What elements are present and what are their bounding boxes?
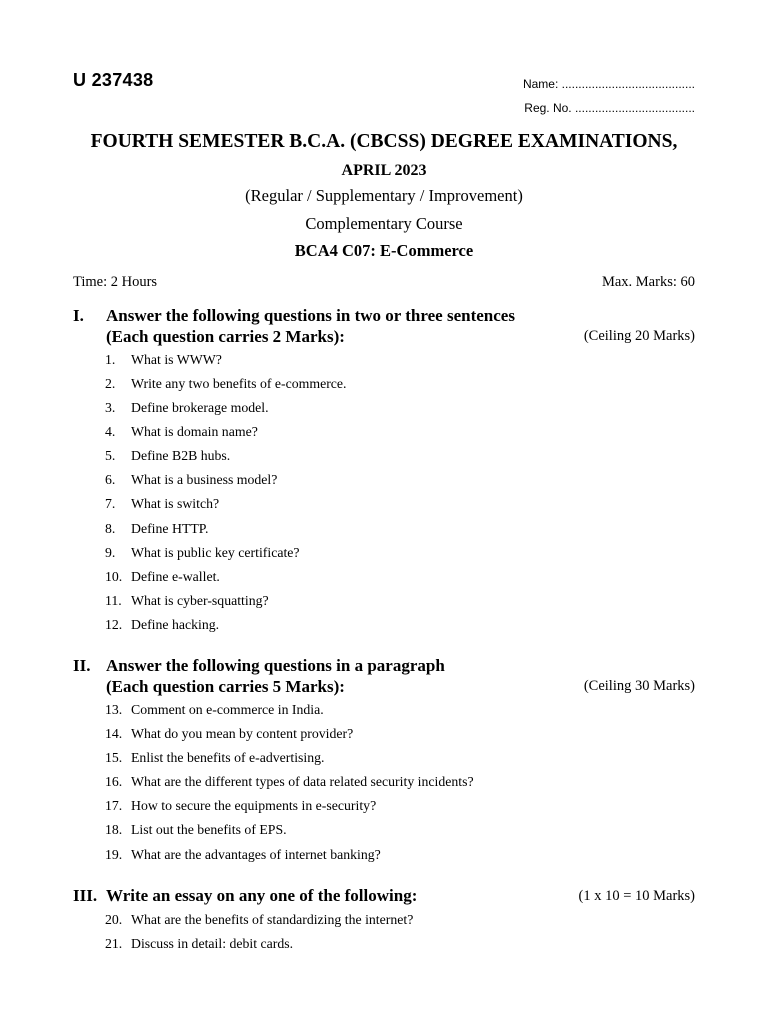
section-marks-note: (Each question carries 2 Marks): bbox=[106, 327, 345, 346]
section-number: III. bbox=[73, 886, 98, 905]
question-number: 1. bbox=[105, 352, 116, 367]
exam-type: (Regular / Supplementary / Improvement) bbox=[245, 186, 523, 205]
question-text: Define brokerage model. bbox=[131, 400, 269, 415]
question-text: What is public key certificate? bbox=[131, 545, 300, 560]
name-field-label: Name: ........................................ bbox=[522, 77, 695, 91]
exam-title: FOURTH SEMESTER B.C.A. (CBCSS) DEGREE EXAMINATIONS, bbox=[90, 131, 678, 152]
question-item bbox=[105, 617, 219, 633]
section-instruction: Answer the following questions in two or three sentences bbox=[106, 306, 515, 325]
question-number: 6. bbox=[105, 472, 116, 487]
question-text: What is switch? bbox=[131, 496, 220, 511]
question-text: What is cyber-squatting? bbox=[131, 593, 269, 608]
question-item bbox=[105, 472, 277, 488]
question-number: 21. bbox=[105, 936, 123, 951]
question-item bbox=[105, 726, 353, 742]
question-item bbox=[105, 822, 287, 838]
question-number: 10. bbox=[105, 569, 123, 584]
question-text: Define e-wallet. bbox=[131, 569, 220, 584]
question-number: 20. bbox=[105, 912, 123, 927]
question-text: What is a business model? bbox=[131, 472, 278, 487]
question-item bbox=[105, 400, 269, 416]
question-item bbox=[105, 448, 230, 464]
question-number: 15. bbox=[105, 750, 123, 765]
course-type: Complementary Course bbox=[305, 214, 463, 233]
question-number: 8. bbox=[105, 521, 116, 536]
question-number: 17. bbox=[105, 798, 123, 813]
question-number: 5. bbox=[105, 448, 116, 463]
question-item bbox=[105, 569, 220, 585]
question-item bbox=[105, 352, 222, 368]
question-item bbox=[105, 798, 376, 814]
question-item bbox=[105, 424, 258, 440]
question-text: What is WWW? bbox=[131, 352, 222, 367]
question-number: 7. bbox=[105, 496, 116, 511]
question-item bbox=[105, 847, 381, 863]
time-allowed: Time: 2 Hours bbox=[73, 274, 158, 290]
question-item bbox=[105, 521, 208, 537]
question-number: 11. bbox=[105, 593, 122, 608]
question-text: Discuss in detail: debit cards. bbox=[131, 936, 294, 951]
question-number: 2. bbox=[105, 376, 116, 391]
question-number: 16. bbox=[105, 774, 123, 789]
section-instruction: Answer the following questions in a paragraph bbox=[106, 656, 445, 675]
max-marks: Max. Marks: 60 bbox=[601, 274, 695, 290]
exam-date: APRIL 2023 bbox=[341, 162, 427, 179]
question-number: 19. bbox=[105, 847, 123, 862]
question-text: What is domain name? bbox=[131, 424, 258, 439]
question-text: What are the different types of data related security incidents? bbox=[131, 774, 474, 789]
question-text: Define HTTP. bbox=[131, 521, 209, 536]
question-text: Enlist the benefits of e-advertising. bbox=[131, 750, 325, 765]
question-number: 3. bbox=[105, 400, 116, 415]
paper-name: BCA4 C07: E-Commerce bbox=[294, 241, 474, 260]
question-text: Define B2B hubs. bbox=[131, 448, 231, 463]
question-item bbox=[105, 376, 347, 392]
section-marks: (1 x 10 = 10 Marks) bbox=[578, 888, 695, 904]
section-ceiling-marks: (Ceiling 20 Marks) bbox=[583, 328, 695, 344]
question-item bbox=[105, 750, 325, 766]
question-text: Write any two benefits of e-commerce. bbox=[131, 376, 347, 391]
question-item bbox=[105, 545, 300, 561]
section-marks-note: (Each question carries 5 Marks): bbox=[106, 677, 345, 696]
question-text: List out the benefits of EPS. bbox=[131, 822, 287, 837]
question-number: 18. bbox=[105, 822, 123, 837]
question-text: How to secure the equipments in e-security? bbox=[131, 798, 377, 813]
question-item bbox=[105, 774, 474, 790]
section-ceiling-marks: (Ceiling 30 Marks) bbox=[583, 678, 695, 694]
question-text: What are the advantages of internet banking? bbox=[131, 847, 381, 862]
question-item bbox=[105, 936, 293, 952]
question-text: What are the benefits of standardizing the internet? bbox=[131, 912, 414, 927]
question-text: What do you mean by content provider? bbox=[131, 726, 354, 741]
question-number: 13. bbox=[105, 702, 123, 717]
section-number: II. bbox=[73, 656, 91, 675]
question-text: Define hacking. bbox=[131, 617, 220, 632]
reg-no-field-label: Reg. No. .................................... bbox=[524, 101, 695, 115]
paper-code: U 237438 bbox=[73, 70, 154, 90]
question-number: 14. bbox=[105, 726, 123, 741]
question-number: 4. bbox=[105, 424, 116, 439]
question-item bbox=[105, 496, 219, 512]
question-number: 12. bbox=[105, 617, 123, 632]
question-number: 9. bbox=[105, 545, 116, 560]
question-item bbox=[105, 702, 324, 718]
section-number: I. bbox=[73, 306, 84, 325]
section-instruction: Write an essay on any one of the following: bbox=[106, 886, 418, 905]
question-item bbox=[105, 593, 269, 609]
question-item bbox=[105, 912, 413, 928]
question-text: Comment on e-commerce in India. bbox=[131, 702, 324, 717]
